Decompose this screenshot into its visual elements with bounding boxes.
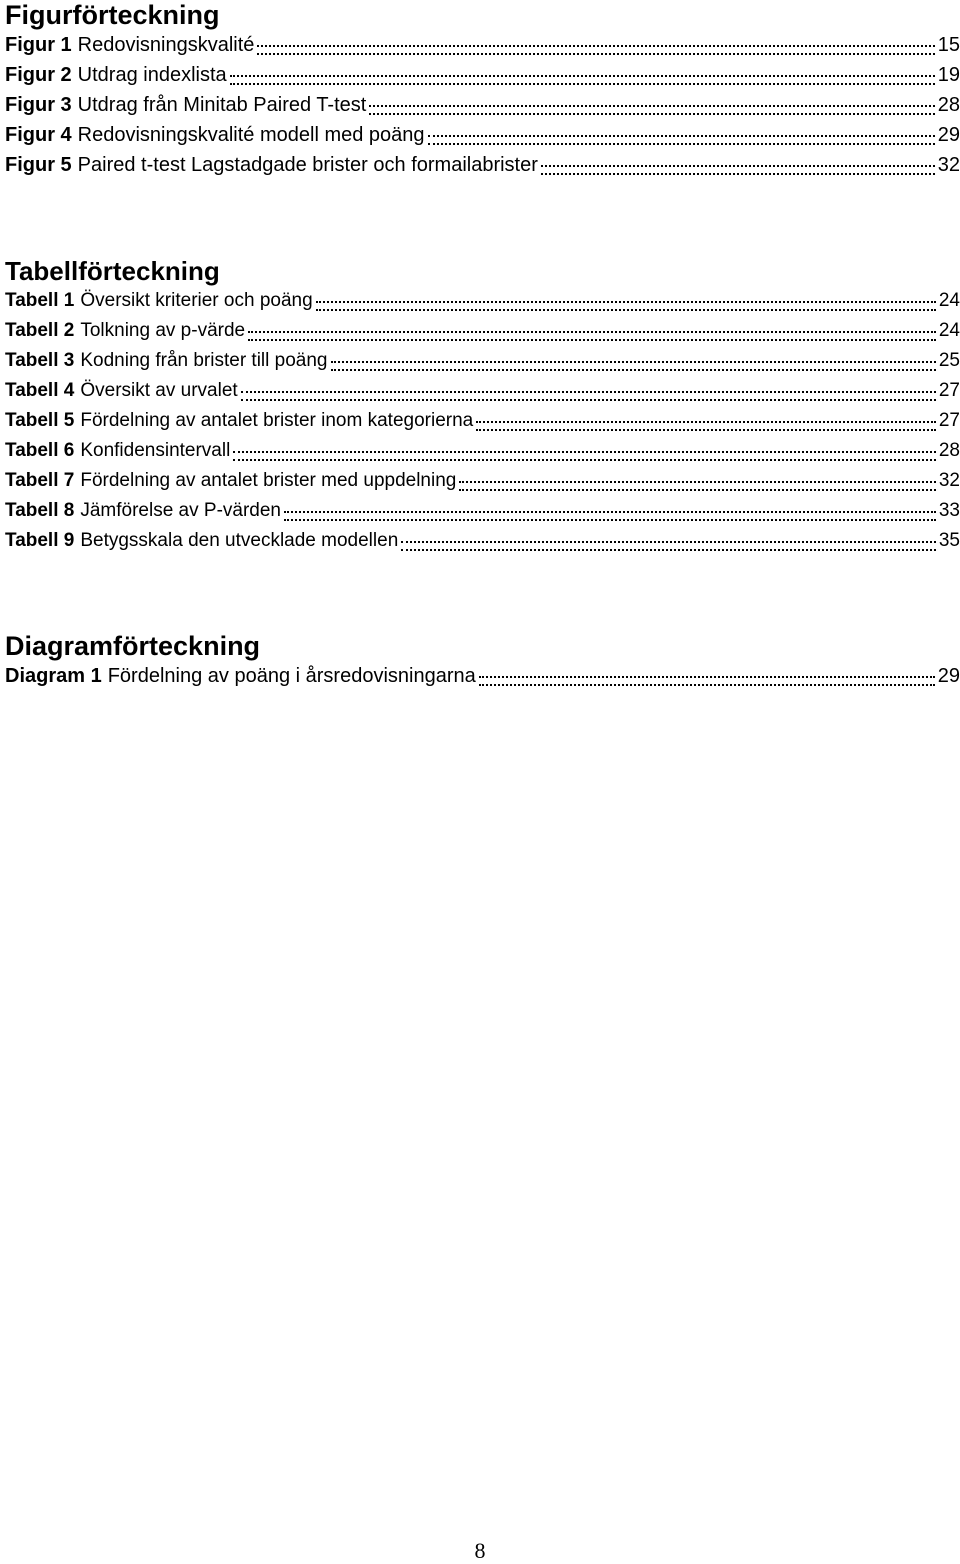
table-entry-title: Tolkning av p-värde xyxy=(80,320,246,341)
figure-entry-title: Paired t-test Lagstadgade brister och formailabrister xyxy=(77,154,538,176)
table-entry-page: 33 xyxy=(938,500,960,521)
table-list-heading: Tabellförteckning xyxy=(5,256,220,286)
table-entry-label: Tabell 3 xyxy=(5,350,75,371)
figure-entry[interactable] xyxy=(5,60,960,90)
diagram-entry-label: Diagram 1 xyxy=(5,665,102,687)
figure-entry-page: 28 xyxy=(937,94,960,116)
diagram-entry[interactable] xyxy=(5,661,960,691)
figure-entry-label: Figur 5 xyxy=(5,154,72,176)
dot-leader xyxy=(369,105,934,115)
table-entry[interactable] xyxy=(5,376,960,406)
figure-entry-label: Figur 3 xyxy=(5,94,72,116)
table-entry-label: Tabell 5 xyxy=(5,410,75,431)
table-list xyxy=(5,286,960,556)
table-entry-page: 28 xyxy=(938,440,960,461)
figure-entry-title: Redovisningskvalité xyxy=(77,34,255,56)
table-entry[interactable] xyxy=(5,496,960,526)
table-entry[interactable] xyxy=(5,436,960,466)
table-entry-title: Fördelning av antalet brister inom kategorierna xyxy=(80,410,474,431)
dot-leader xyxy=(428,135,935,145)
figure-entry[interactable] xyxy=(5,120,960,150)
figure-entry[interactable] xyxy=(5,30,960,60)
table-entry-page: 27 xyxy=(938,410,960,431)
dot-leader xyxy=(284,511,936,521)
table-entry-page: 32 xyxy=(938,470,960,491)
dot-leader xyxy=(230,75,935,85)
dot-leader xyxy=(241,391,936,401)
table-entry-page: 25 xyxy=(938,350,960,371)
table-entry-page: 35 xyxy=(938,530,960,551)
table-entry-title: Jämförelse av P-värden xyxy=(80,500,281,521)
table-entry-label: Tabell 9 xyxy=(5,530,75,551)
figure-entry-label: Figur 4 xyxy=(5,124,72,146)
table-entry-label: Tabell 6 xyxy=(5,440,75,461)
diagram-entry-title: Fördelning av poäng i årsredovisningarna xyxy=(107,665,476,687)
dot-leader xyxy=(248,331,936,341)
table-entry-title: Kodning från brister till poäng xyxy=(80,350,328,371)
figure-entry-label: Figur 1 xyxy=(5,34,72,56)
table-entry-page: 24 xyxy=(938,290,960,311)
dot-leader xyxy=(541,165,935,175)
table-entry[interactable] xyxy=(5,316,960,346)
table-entry[interactable] xyxy=(5,526,960,556)
figure-entry-page: 19 xyxy=(937,64,960,86)
dot-leader xyxy=(316,301,936,311)
page-number: 8 xyxy=(474,1538,486,1563)
figure-list-heading: Figurförteckning xyxy=(5,0,220,30)
figure-entry-label: Figur 2 xyxy=(5,64,72,86)
figure-entry-page: 32 xyxy=(937,154,960,176)
dot-leader xyxy=(331,361,936,371)
figure-entry[interactable] xyxy=(5,150,960,180)
table-entry-title: Konfidensintervall xyxy=(80,440,231,461)
dot-leader xyxy=(401,541,936,551)
figure-entry-title: Utdrag indexlista xyxy=(77,64,227,86)
table-entry-title: Översikt kriterier och poäng xyxy=(80,290,313,311)
table-entry-title: Betygsskala den utvecklade modellen xyxy=(80,530,399,551)
table-entry[interactable] xyxy=(5,346,960,376)
diagram-list xyxy=(5,661,960,691)
table-entry[interactable] xyxy=(5,466,960,496)
dot-leader xyxy=(459,481,936,491)
table-entry-title: Översikt av urvalet xyxy=(80,380,238,401)
figure-entry-title: Utdrag från Minitab Paired T-test xyxy=(77,94,367,116)
table-entry-label: Tabell 2 xyxy=(5,320,75,341)
figure-entry[interactable] xyxy=(5,90,960,120)
diagram-list-heading: Diagramförteckning xyxy=(5,631,261,661)
table-entry-label: Tabell 7 xyxy=(5,470,75,491)
dot-leader xyxy=(479,676,935,686)
diagram-list-section xyxy=(5,631,960,691)
table-entry-page: 27 xyxy=(938,380,960,401)
table-entry-page: 24 xyxy=(938,320,960,341)
figure-entry-page: 15 xyxy=(937,34,960,56)
dot-leader xyxy=(476,421,936,431)
figure-entry-title: Redovisningskvalité modell med poäng xyxy=(77,124,425,146)
dot-leader xyxy=(233,451,936,461)
dot-leader xyxy=(257,45,934,55)
table-list-section xyxy=(5,256,960,556)
table-entry-label: Tabell 4 xyxy=(5,380,75,401)
table-entry[interactable] xyxy=(5,286,960,316)
figure-list xyxy=(5,30,960,180)
table-entry[interactable] xyxy=(5,406,960,436)
figure-list-section xyxy=(5,0,960,180)
figure-entry-page: 29 xyxy=(937,124,960,146)
table-entry-title: Fördelning av antalet brister med uppdelning xyxy=(80,470,457,491)
diagram-entry-page: 29 xyxy=(937,665,960,687)
table-entry-label: Tabell 1 xyxy=(5,290,75,311)
table-entry-label: Tabell 8 xyxy=(5,500,75,521)
